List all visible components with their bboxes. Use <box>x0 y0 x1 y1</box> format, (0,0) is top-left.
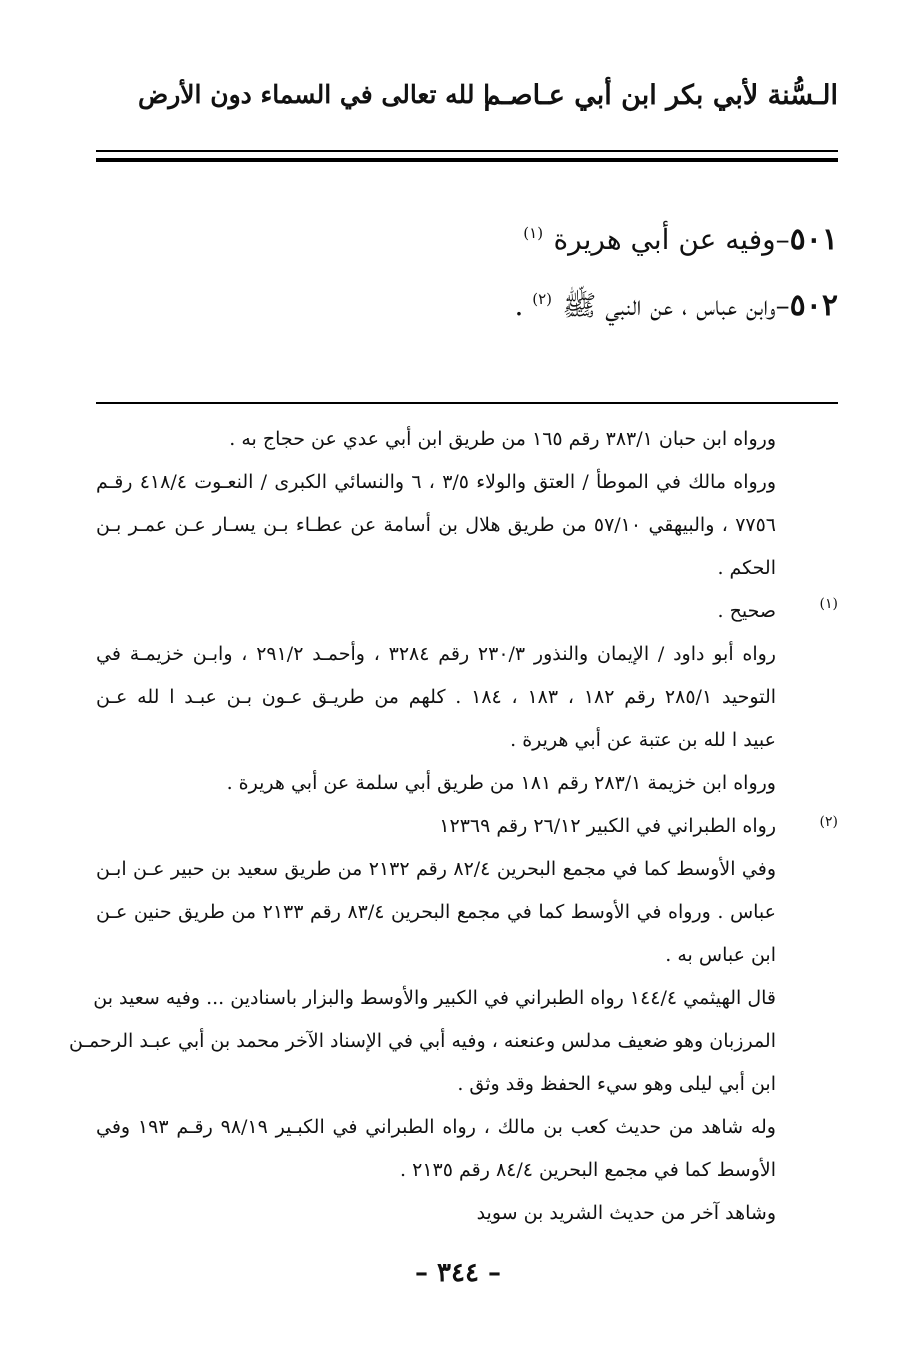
footnote-line: عبيد ا لله بن عتبة عن أبي هريرة . <box>510 729 776 751</box>
hadith-text: –وفيه عن أبي هريرة <box>553 223 790 256</box>
running-header-book-title: الـسُّنة لأبي بكر ابن أبي عـاصـم <box>483 80 838 111</box>
footnote-line: ابن أبي ليلى وهو سيء الحفظ وقد وثق . <box>457 1073 776 1095</box>
footnote-line: الأوسط كما في مجمع البحرين ٨٤/٤ رقم ٢١٣٥ . <box>400 1159 776 1181</box>
hadith-text-end: . <box>514 289 533 322</box>
footnote-line: ٧٧٥٦ ، والبيهقي ٥٧/١٠ من طريق هلال بن أسامة عن عطـاء بـن يسـار عـن عمـر بـن <box>96 514 777 536</box>
footnote-reference: (١) <box>523 224 544 242</box>
footnote-line: صحيح . <box>717 600 776 622</box>
footnote-line: ورواه ابن حبان ٣٨٣/١ رقم ١٦٥ من طريق ابن أبي عدي عن حجاج به . <box>229 428 776 450</box>
footnote-line: وفي الأوسط كما في مجمع البحرين ٨٢/٤ رقم ٢١٣٢ من طريق سعيد بن حبير عـن ابـن <box>96 858 777 880</box>
header-rule-thick <box>96 158 838 162</box>
running-header-chapter-title: ا لله تعالى في السماء دون الأرض <box>138 80 491 109</box>
footnote-line: المرزبان وهو ضعيف مدلس وعنعنه ، وفيه أبي في الإسناد الآخر محمد بن أبي عبـد الرحمـن <box>68 1030 776 1052</box>
footnote-line: ابن عباس به . <box>665 944 776 966</box>
hadith-number: ٥٠٢ <box>789 288 838 323</box>
footnote-line: الحكم . <box>717 557 776 579</box>
footnote-marker-2: (٢) <box>819 814 838 830</box>
hadith-number: ٥٠١ <box>789 222 838 257</box>
footnote-line: رواه الطبراني في الكبير ٢٦/١٢ رقم ١٢٣٦٩ <box>439 815 776 837</box>
footnotes-block <box>68 418 777 1235</box>
footnote-line: عباس . ورواه في الأوسط كما في مجمع البحرين ٨٣/٤ رقم ٢١٣٣ من طريق حنين عـن <box>96 901 776 923</box>
footnote-line: ورواه مالك في الموطأ / العتق والولاء ٣/٥ ، ٦ والنسائي الكبرى / النعـوت ٤١٨/٤ رقـم <box>96 471 777 493</box>
hadith-entry-502 <box>514 288 838 329</box>
footnote-line: ورواه ابن خزيمة ٢٨٣/١ رقم ١٨١ من طريق أبي سلمة عن أبي هريرة . <box>226 772 776 794</box>
hadith-entry-501 <box>523 222 838 257</box>
page-number: – ٣٤٤ – <box>414 1258 502 1288</box>
footnote-line: قال الهيثمي ١٤٤/٤ رواه الطبراني في الكبير والأوسط والبزار باسنادين ... وفيه سعيد بن <box>93 987 776 1009</box>
footnote-separator <box>96 402 838 404</box>
footnote-reference: (٢) <box>532 290 553 308</box>
footnote-line: رواه أبو داود / الإيمان والنذور ٢٣٠/٣ رقم ٣٢٨٤ ، وأحمـد ٢٩١/٢ ، وابـن خزيمـة في <box>96 643 776 665</box>
footnote-line: وله شاهد من حديث كعب بن مالك ، رواه الطبراني في الكبـير ٩٨/١٩ رقـم ١٩٣ وفي <box>96 1116 776 1138</box>
footnote-line: التوحيد ٢٨٥/١ رقم ١٨٢ ، ١٨٣ ، ١٨٤ . كلهم من طريـق عـون بـن عبـد ا لله عـن <box>96 686 777 708</box>
hadith-text: –وابن عباس ، عن النبي ﷺ <box>562 289 790 322</box>
header-rule-thin <box>96 150 838 152</box>
footnote-line: وشاهد آخر من حديث الشريد بن سويد <box>476 1202 776 1224</box>
footnote-marker-1: (١) <box>819 596 838 612</box>
